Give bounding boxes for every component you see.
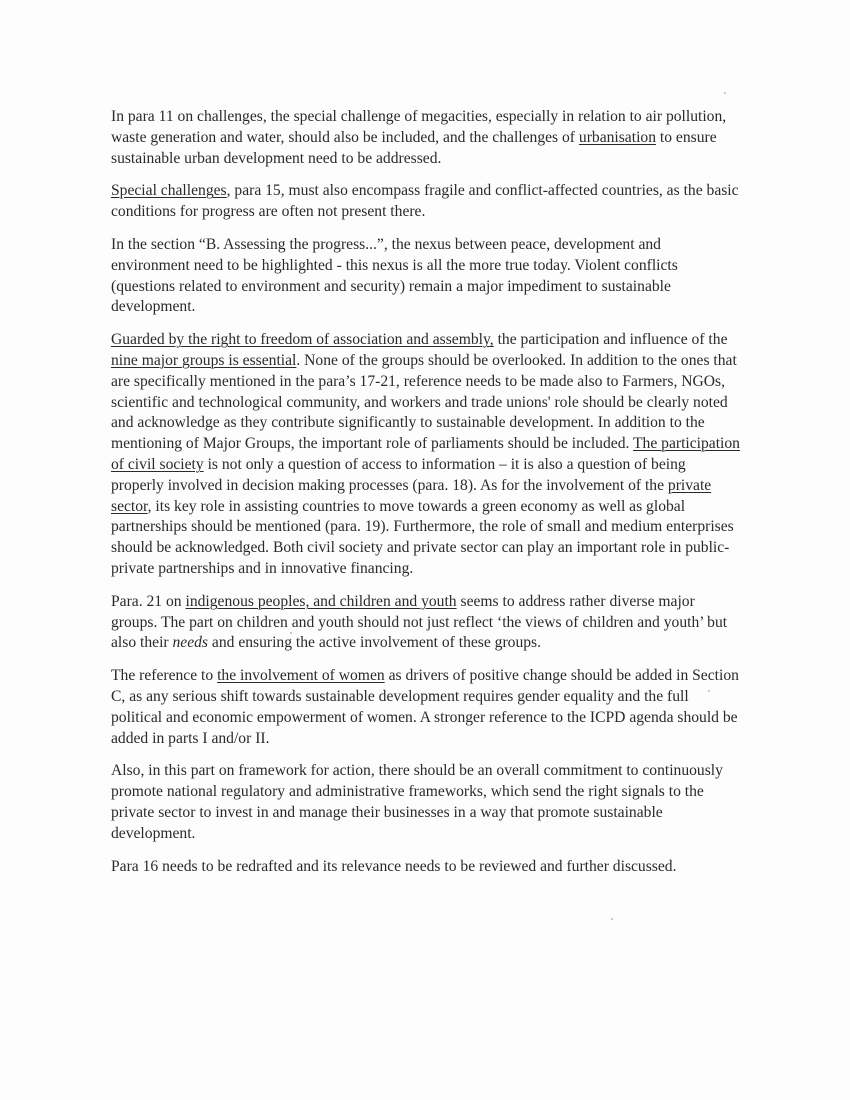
paragraph: Para 16 needs to be redrafted and its relevance needs to be reviewed and further discussed. [111, 857, 677, 875]
paragraph: In the section “B. Assessing the progress...”, the nexus between peace, development and environment need to be highlighted - this nexus is all the more true today. Violent conflicts (questions related to environment and security) remain a major impediment to sustainable development. [111, 235, 678, 316]
underlined-text: The participation of civil society [111, 435, 740, 473]
paragraph: Also, in this part on framework for action, there should be an overall commitment to continuously promote national regulatory and administrative frameworks, which send the right signals to the private sector to invest in and manage their businesses in a way that promote sustainable development. [111, 762, 723, 842]
paragraph: Guarded by the right to freedom of association and assembly, the participation and influence of the nine major groups is essential. None of the groups should be overlooked. In addition to the ones that are specifically mentioned in the para’s 17-21, reference needs to be made also to Farmers, NGOs, scientific and technological community, and workers and trade unions' role should be clearly noted and acknowledge as they contribute significantly to sustainable development. In addition to the mentioning of Major Groups, the important role of parliaments should be included. The participation of civil society is not only a question of access to information – it is also a question of being properly involved in decision making processes (para. 18). As for the involvement of the private sector, its key role in assisting countries to move towards a green economy as well as global partnerships should be mentioned (para. 19). Furthermore, the role of small and medium enterprises should be acknowledged. Both civil society and private sector can play an important role in public-private partnerships and in innovative financing. [111, 331, 740, 577]
underlined-text: Guarded by the right to freedom of association and assembly, [111, 331, 494, 349]
paragraph: Para. 21 on indigenous peoples, and children and youth seems to address rather diverse major groups. The part on children and youth should not just reflect ‘the views of children and youth’ but also their needs and ensuring the active involvement of these groups. [111, 592, 728, 652]
underlined-text: private sector [111, 476, 712, 515]
underlined-text: the involvement of women [217, 667, 385, 685]
document-body [111, 107, 741, 889]
scan-speck [724, 92, 726, 94]
italic-text: needs [172, 634, 209, 652]
underlined-text: nine major groups is essential [111, 351, 297, 369]
paragraph: In para 11 on challenges, the special challenge of megacities, especially in relation to air pollution, waste generation and water, should also be included, and the challenges of urbanisation to ensure sustainable urban development need to be addressed. [111, 108, 727, 167]
underlined-text: urbanisation [578, 128, 656, 146]
paragraph: The reference to the involvement of women as drivers of positive change should be added in Section C, as any serious shift towards sustainable development requires gender equality and the full political and economic empowerment of women. A stronger reference to the ICPD agenda should be added in parts I and/or II. [111, 667, 739, 747]
underlined-text: indigenous peoples, and children and youth [185, 592, 457, 610]
underlined-text: Special challenges [111, 182, 227, 200]
scan-speck [611, 918, 613, 920]
paragraph: Special challenges, para 15, must also encompass fragile and conflict-affected countries, as the basic conditions for progress are often not present there. [111, 182, 739, 221]
